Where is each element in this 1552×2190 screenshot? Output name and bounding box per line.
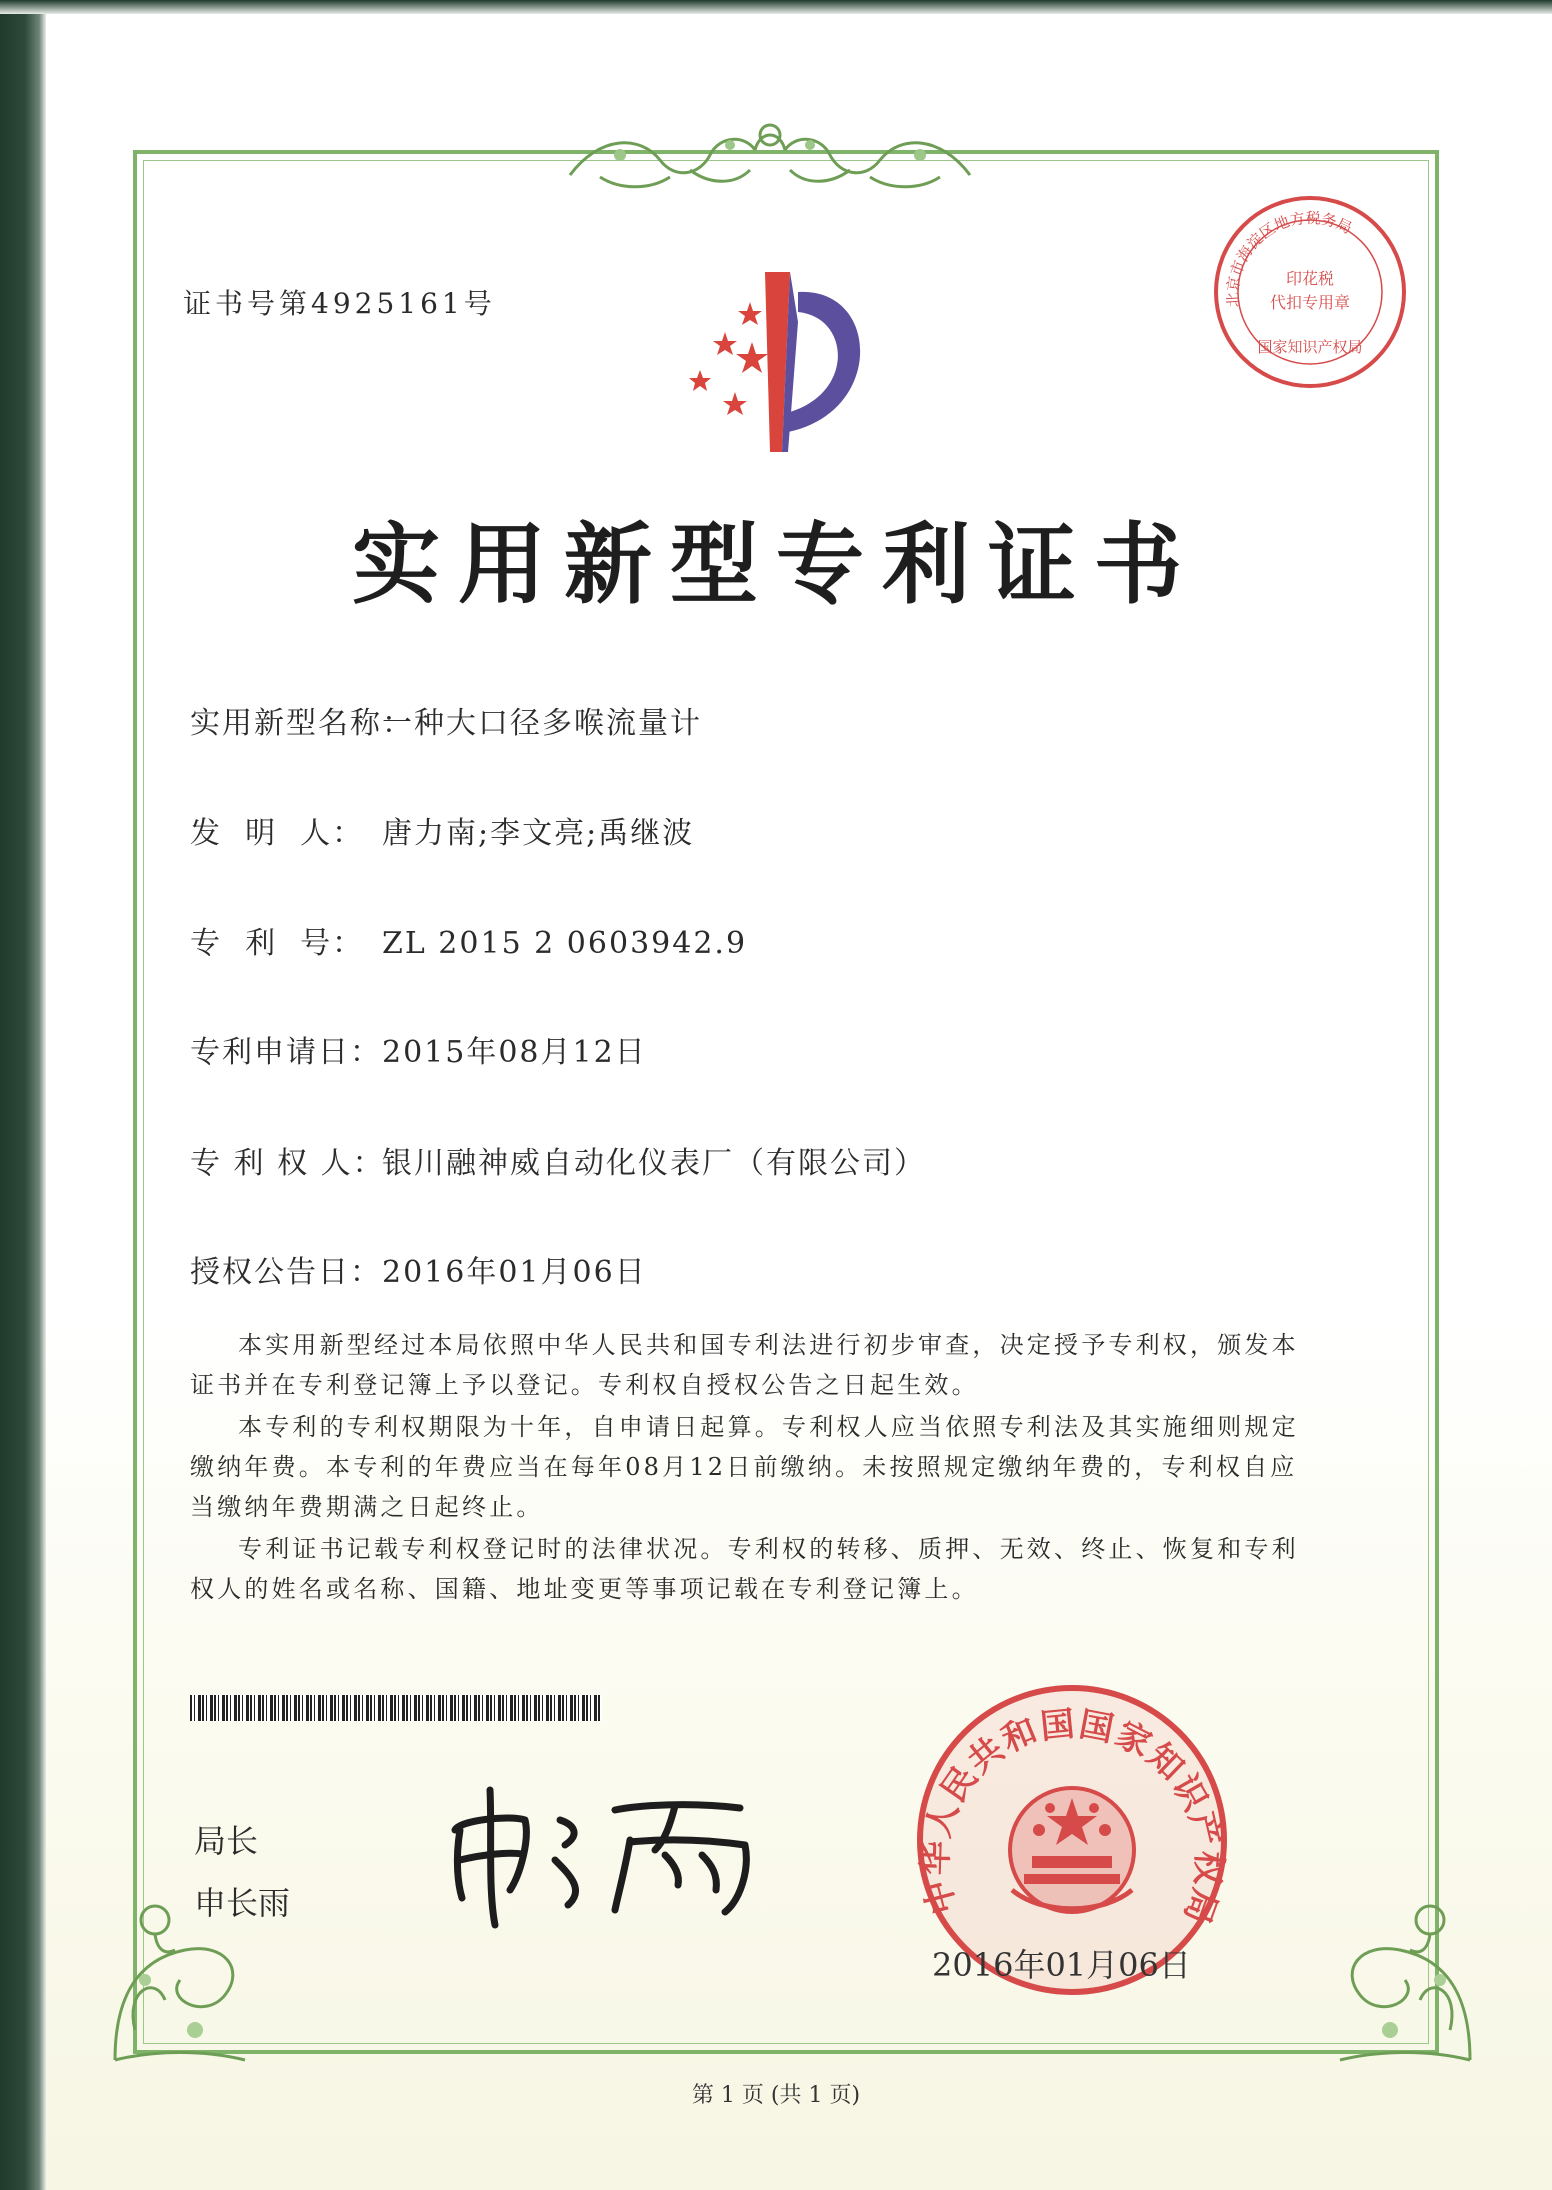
patentee-row: [190, 1138, 926, 1182]
director-block: [194, 1810, 290, 1934]
patent-number: ZL 2015 2 0603942.9: [382, 926, 748, 961]
patent-office-logo: [670, 262, 910, 462]
field-label: 发 明 人：: [190, 816, 365, 851]
grant-date-row: [190, 1247, 647, 1291]
issue-date: 2016年01月06日: [932, 1946, 1191, 1984]
field-label: 专 利 号：: [190, 926, 365, 961]
director-title: 局长: [194, 1822, 259, 1860]
utility-model-name-row: [190, 698, 702, 742]
body-paragraph: 专利证书记载专利权登记时的法律状况。专利权的转移、质押、无效、终止、恢复和专利权人的姓名或名称、国籍、地址变更等事项记载在专利登记簿上。: [190, 1535, 1299, 1603]
certificate-body: [190, 1325, 1310, 1609]
patent-number-row: [190, 918, 747, 962]
binding-edge: [0, 0, 46, 2190]
svg-text:北京市海淀区地方税务局: 北京市海淀区地方税务局: [1223, 208, 1355, 308]
field-label: 实用新型名称：: [190, 706, 414, 741]
certificate-title: 实用新型专利证书: [351, 513, 1200, 616]
certificate-number: 证书号第4925161号: [183, 287, 496, 320]
inventor-names: 唐力南;李文亮;禹继波: [382, 816, 695, 851]
field-label: 授权公告日：: [190, 1255, 382, 1290]
top-edge: [0, 0, 1552, 14]
utility-model-name: 一种大口径多喉流量计: [382, 706, 702, 741]
filing-date-row: [190, 1027, 647, 1071]
director-name: 申长雨: [194, 1884, 291, 1922]
svg-text:国家知识产权局: 国家知识产权局: [1257, 338, 1363, 356]
svg-text:印花税: 印花税: [1285, 269, 1335, 288]
top-ornament: [560, 115, 980, 195]
inventor-row: [190, 808, 694, 852]
body-paragraph: 本实用新型经过本局依照中华人民共和国专利法进行初步审查，决定授予专利权，颁发本证书并在专利登记簿上予以登记。专利权自授权公告之日起生效。: [190, 1331, 1299, 1399]
grant-date: 2016年01月06日: [382, 1255, 647, 1290]
barcode: [190, 1695, 602, 1721]
director-signature: [440, 1780, 770, 1930]
patentee-name: 银川融神威自动化仪表厂（有限公司）: [382, 1146, 926, 1181]
svg-text:代扣专用章: 代扣专用章: [1269, 293, 1351, 312]
tax-stamp: [1210, 192, 1410, 392]
body-paragraph: 本专利的专利权期限为十年，自申请日起算。专利权人应当依照专利法及其实施细则规定缴纳年费。本专利的年费应当在每年08月12日前缴纳。未按照规定缴纳年费的，专利权自应当缴纳年费期满之日起终止。: [190, 1413, 1299, 1521]
filing-date: 2015年08月12日: [382, 1035, 647, 1070]
field-label: 专 利 权 人：: [190, 1146, 385, 1181]
field-label: 专利申请日：: [190, 1035, 382, 1070]
bottom-right-ornament: [1290, 1880, 1490, 2070]
page-number: 第 1 页 (共 1 页): [691, 2083, 861, 2108]
svg-text:中华人民共和国国家知识产权局: 中华人民共和国国家知识产权局: [915, 1703, 1229, 1931]
